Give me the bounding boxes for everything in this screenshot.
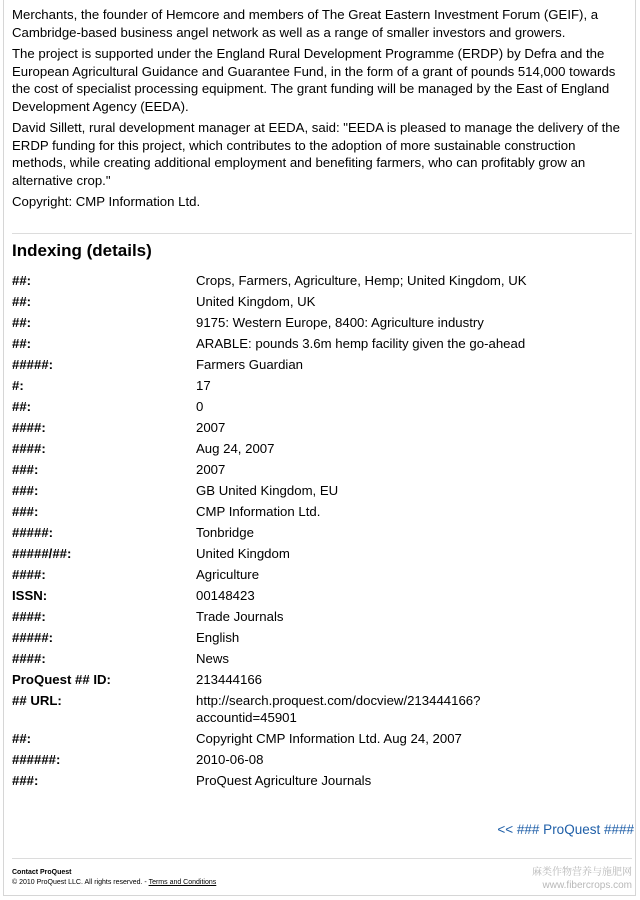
index-row: [12, 396, 632, 417]
index-row: [12, 333, 632, 354]
index-label: ###:: [12, 773, 39, 788]
terms-and-conditions-link[interactable]: Terms and Conditions: [148, 879, 217, 886]
index-row: [12, 606, 632, 627]
index-row: [12, 501, 632, 522]
back-to-proquest-link[interactable]: << ### ProQuest ####: [497, 822, 634, 837]
index-value: ARABLE: pounds 3.6m hemp facility given the go-ahead: [196, 336, 526, 351]
index-value: Trade Journals: [196, 609, 284, 624]
index-label: ####:: [12, 567, 46, 582]
index-label: ##:: [12, 273, 32, 288]
index-value: 17: [196, 378, 211, 393]
index-row: [12, 291, 632, 312]
page-footer: [12, 868, 216, 888]
index-value: 2007: [196, 462, 226, 477]
watermark-url: www.fibercrops.com: [542, 880, 632, 891]
index-row: [12, 312, 632, 333]
article-copyright: Copyright: CMP Information Ltd.: [12, 194, 201, 209]
footer-copyright: © 2010 ProQuest LLC. All rights reserved. -: [12, 879, 147, 886]
index-label: ProQuest ## ID:: [12, 672, 111, 687]
index-row: [12, 648, 632, 669]
index-value: Tonbridge: [196, 525, 254, 540]
index-value: Farmers Guardian: [196, 357, 304, 372]
index-label: ##:: [12, 336, 32, 351]
index-value: United Kingdom, UK: [196, 294, 316, 309]
indexing-title: Indexing (details): [12, 241, 152, 260]
index-label: ######:: [12, 752, 61, 767]
index-value: GB United Kingdom, EU: [196, 483, 339, 498]
index-row: [12, 690, 632, 728]
index-value: United Kingdom: [196, 546, 290, 561]
index-value: 213444166: [196, 672, 263, 687]
index-label: ####:: [12, 609, 46, 624]
index-label: ##:: [12, 731, 32, 746]
index-label: ####:: [12, 420, 46, 435]
index-value: Crops, Farmers, Agriculture, Hemp; United Kingdom, UK: [196, 273, 527, 288]
index-row: [12, 417, 632, 438]
footer-copyright-line: [12, 878, 216, 888]
index-row: [12, 354, 632, 375]
indexing-table: [12, 270, 632, 791]
index-row: [12, 564, 632, 585]
site-watermark: [532, 866, 632, 892]
index-value: 2007: [196, 420, 226, 435]
document-url-continued[interactable]: accountid=45901: [196, 710, 297, 725]
index-value: 9175: Western Europe, 8400: Agriculture industry: [196, 315, 484, 330]
index-value: CMP Information Ltd.: [196, 504, 321, 519]
index-value: Agriculture: [196, 567, 260, 582]
index-row: [12, 585, 632, 606]
index-label: ## URL:: [12, 693, 62, 708]
index-row: [12, 627, 632, 648]
index-label: #####/##:: [12, 546, 72, 561]
index-value: Aug 24, 2007: [196, 441, 275, 456]
footer-divider: [12, 858, 632, 859]
index-row: [12, 728, 632, 749]
index-value: English: [196, 630, 240, 645]
index-label: #:: [12, 378, 24, 393]
index-label: ##:: [12, 399, 32, 414]
index-value: 0: [196, 399, 204, 414]
section-divider: [12, 233, 632, 234]
index-value: 2010-06-08: [196, 752, 264, 767]
index-value: 00148423: [196, 588, 255, 603]
article-paragraph: Merchants, the founder of Hemcore and members of The Great Eastern Investment Forum (GEIF), a Cambridge-based business angel network as well as a range of smaller investors and growers.: [12, 7, 599, 40]
index-row: [12, 480, 632, 501]
watermark-title: 麻类作物营养与施肥网: [532, 867, 632, 878]
index-row: [12, 749, 632, 770]
index-label: ##:: [12, 294, 32, 309]
index-row: [12, 522, 632, 543]
index-label: ###:: [12, 462, 39, 477]
index-label: ###:: [12, 504, 39, 519]
index-label: ####:: [12, 441, 46, 456]
article-body: [12, 6, 632, 215]
contact-proquest-link[interactable]: Contact ProQuest: [12, 869, 72, 876]
article-paragraph: The project is supported under the England Rural Development Programme (ERDP) by Defra and the European Agricultural Guidance and Guarantee Fund, in the form of a grant of pounds 514,000 towards the cost of specialist processing equipment. The grant funding will be managed by the East of England Development Agency (EEDA).: [12, 46, 616, 114]
index-value: News: [196, 651, 229, 666]
article-paragraph: David Sillett, rural development manager at EEDA, said: "EEDA is pleased to manage the delivery of the ERDP funding for this project, which contributes to the adoption of more sustainable construction methods, while creating additional employment and benefiting farmers, who can profitably grow an alternative crop.": [12, 120, 620, 188]
index-value: ProQuest Agriculture Journals: [196, 773, 372, 788]
index-label: #####:: [12, 630, 54, 645]
index-value: Copyright CMP Information Ltd. Aug 24, 2007: [196, 731, 462, 746]
index-label: ##:: [12, 315, 32, 330]
index-label: ####:: [12, 651, 46, 666]
index-label: #####:: [12, 525, 54, 540]
index-row: [12, 669, 632, 690]
index-value-url: [196, 690, 632, 728]
index-label: ISSN:: [12, 588, 48, 603]
index-label: #####:: [12, 357, 54, 372]
index-row: [12, 770, 632, 791]
index-label: ###:: [12, 483, 39, 498]
index-row: [12, 270, 632, 291]
document-url[interactable]: http://search.proquest.com/docview/213444166?: [196, 693, 481, 708]
index-row: [12, 543, 632, 564]
index-row: [12, 459, 632, 480]
index-row: [12, 375, 632, 396]
index-row: [12, 438, 632, 459]
